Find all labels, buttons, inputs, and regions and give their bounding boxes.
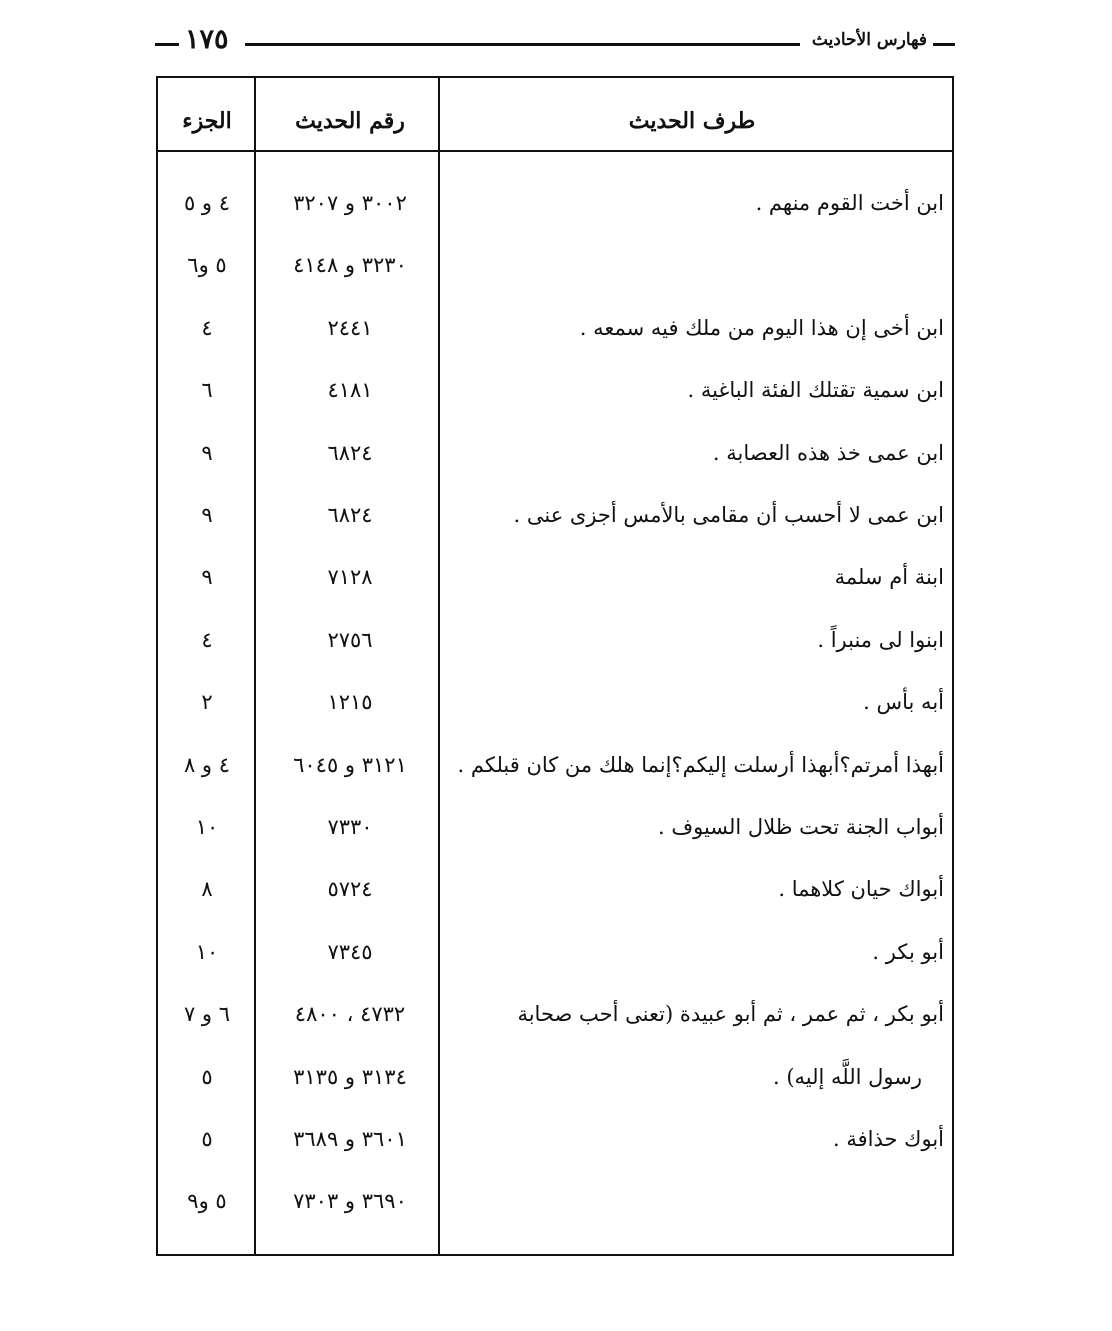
table-row bbox=[158, 994, 952, 1034]
hadith-number: ٦٨٢٤ bbox=[327, 503, 373, 527]
hadith-number: ٦٨٢٤ bbox=[327, 440, 373, 465]
volume-part: ١٠ bbox=[195, 939, 219, 964]
running-header bbox=[155, 22, 955, 62]
volume-part: ٨ bbox=[201, 877, 213, 902]
table-row bbox=[158, 245, 952, 285]
hadith-number: ٤١٨١ bbox=[327, 378, 373, 403]
hadith-text: ابن عمى خذ هذه العصابة . bbox=[712, 440, 944, 465]
table-row bbox=[158, 869, 952, 909]
hadith-number: ٤٧٣٢ ، ٤٨٠٠ bbox=[294, 1002, 406, 1027]
volume-part: ٥ bbox=[201, 1127, 213, 1151]
hadith-number: ٧٣٣٠ bbox=[327, 815, 373, 839]
hadith-number: ٣٦٩٠ و ٧٣٠٣ bbox=[293, 1189, 407, 1214]
hadith-text: ابن سمية تقتلك الفئة الباغية . bbox=[687, 378, 944, 403]
volume-part: ٤ bbox=[201, 315, 213, 340]
volume-part: ٦ bbox=[201, 378, 213, 403]
table-row bbox=[158, 1119, 952, 1159]
hadith-text: ابن أخت القوم منهم . bbox=[755, 191, 944, 215]
table-row bbox=[158, 745, 952, 785]
hadith-number: ٣٦٠١ و ٣٦٨٩ bbox=[293, 1127, 407, 1151]
hadith-text: ابن أخى إن هذا اليوم من ملك فيه سمعه . bbox=[579, 315, 944, 340]
hadith-number: ٧١٢٨ bbox=[327, 565, 373, 590]
table-row bbox=[158, 433, 952, 473]
hadith-number: ٢٧٥٦ bbox=[327, 627, 373, 652]
header-rule-middle bbox=[245, 43, 800, 46]
hadith-number: ٣١٢١ و ٦٠٤٥ bbox=[293, 752, 407, 777]
hadith-number: ٣٢٣٠ و ٤١٤٨ bbox=[293, 253, 407, 278]
table-row bbox=[158, 1181, 952, 1221]
hadith-number: ٣٠٠٢ و ٣٢٠٧ bbox=[293, 191, 407, 215]
column-header-hadith: طرف الحديث bbox=[628, 108, 756, 134]
hadith-text: أبواك حيان كلاهما . bbox=[778, 877, 944, 902]
table-row bbox=[158, 495, 952, 535]
volume-part: ٤ و ٨ bbox=[183, 752, 231, 777]
hadith-text: ابن عمى لا أحسب أن مقامى بالأمس أجزى عنى . bbox=[513, 503, 944, 527]
header-rule-right bbox=[933, 43, 955, 46]
volume-part: ٥ bbox=[201, 1064, 213, 1089]
hadith-number: ٣١٣٤ و ٣١٣٥ bbox=[293, 1064, 407, 1089]
page-number: ١٧٥ bbox=[185, 24, 229, 55]
table-row bbox=[158, 620, 952, 660]
column-header-part: الجزء bbox=[182, 108, 232, 134]
volume-part: ٤ bbox=[201, 627, 213, 652]
hadith-index-table bbox=[156, 76, 954, 1256]
header-divider bbox=[158, 150, 952, 152]
volume-part: ٢ bbox=[201, 690, 213, 715]
volume-part: ١٠ bbox=[195, 815, 219, 839]
volume-part: ٦ و ٧ bbox=[183, 1002, 231, 1027]
volume-part: ٩ bbox=[201, 503, 213, 527]
volume-part: ٩ bbox=[201, 440, 213, 465]
table-row bbox=[158, 807, 952, 847]
table-row bbox=[158, 932, 952, 972]
hadith-text: أبهذا أمرتم؟أبهذا أرسلت إليكم؟إنما هلك من كان قبلكم . bbox=[457, 752, 944, 777]
volume-part: ٥ و٩ bbox=[187, 1189, 227, 1214]
table-row bbox=[158, 183, 952, 223]
hadith-text: أبه بأس . bbox=[863, 690, 944, 715]
hadith-text: أبواب الجنة تحت ظلال السيوف . bbox=[657, 815, 944, 839]
column-header-number: رقم الحديث bbox=[295, 108, 405, 134]
table-row bbox=[158, 557, 952, 597]
table-row bbox=[158, 370, 952, 410]
hadith-number: ٢٤٤١ bbox=[327, 315, 373, 340]
table-row bbox=[158, 1057, 952, 1097]
volume-part: ٤ و ٥ bbox=[183, 191, 231, 215]
header-rule-left bbox=[155, 43, 179, 46]
volume-part: ٥ و٦ bbox=[187, 253, 227, 278]
hadith-number: ٥٧٢٤ bbox=[327, 877, 373, 902]
hadith-text: أبو بكر ، ثم عمر ، ثم أبو عبيدة (تعنى أحب صحابة bbox=[517, 1002, 944, 1027]
volume-part: ٩ bbox=[201, 565, 213, 590]
hadith-text: أبوك حذافة . bbox=[833, 1127, 944, 1151]
hadith-text: ابنة أم سلمة bbox=[834, 565, 944, 590]
section-title: فهارس الأحاديث bbox=[811, 30, 927, 50]
hadith-text: رسول اللَّه إليه) . bbox=[772, 1064, 922, 1089]
hadith-text: ابنوا لى منبراً . bbox=[817, 627, 944, 652]
hadith-number: ٧٣٤٥ bbox=[327, 939, 373, 964]
hadith-number: ١٢١٥ bbox=[327, 690, 373, 715]
hadith-text: أبو بكر . bbox=[872, 939, 944, 964]
table-row bbox=[158, 682, 952, 722]
table-row bbox=[158, 308, 952, 348]
